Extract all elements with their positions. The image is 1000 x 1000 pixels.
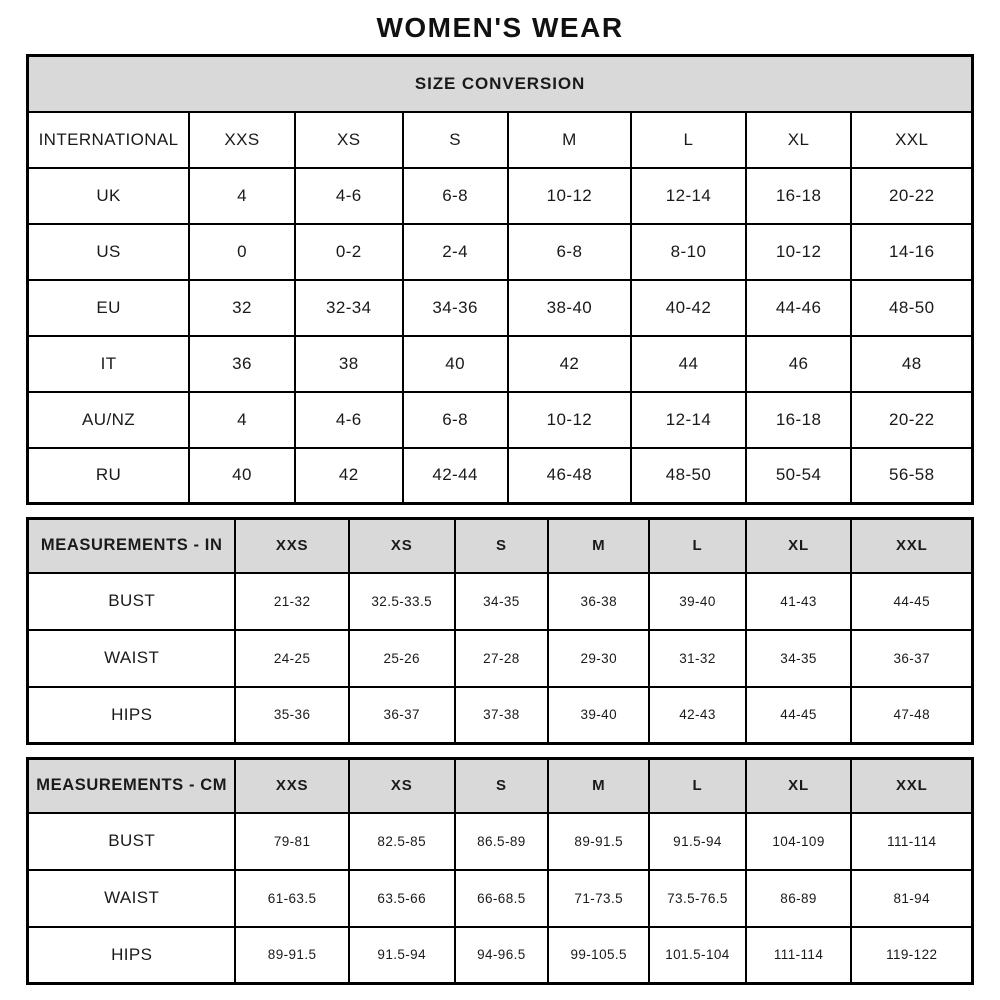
column-header: M <box>508 112 632 168</box>
column-header: S <box>455 759 549 813</box>
row-label: HIPS <box>28 687 236 744</box>
column-header: L <box>649 759 745 813</box>
measurement-value: 119-122 <box>851 927 972 984</box>
row-label: AU/NZ <box>28 392 190 448</box>
column-header: XXS <box>235 759 348 813</box>
table-row <box>28 392 973 448</box>
measurement-value: 101.5-104 <box>649 927 745 984</box>
measurement-value: 82.5-85 <box>349 813 455 870</box>
size-value: 32-34 <box>295 280 403 336</box>
measurement-value: 79-81 <box>235 813 348 870</box>
size-conversion-title: SIZE CONVERSION <box>28 56 973 112</box>
measurement-value: 111-114 <box>851 813 972 870</box>
size-value: 10-12 <box>746 224 852 280</box>
row-label: RU <box>28 448 190 504</box>
measurement-value: 32.5-33.5 <box>349 573 455 630</box>
measurement-value: 66-68.5 <box>455 870 549 927</box>
measurement-value: 39-40 <box>548 687 649 744</box>
size-value: 48-50 <box>631 448 745 504</box>
row-label: BUST <box>28 813 236 870</box>
measurement-value: 24-25 <box>235 630 348 687</box>
size-value: 50-54 <box>746 448 852 504</box>
measurement-value: 73.5-76.5 <box>649 870 745 927</box>
column-header: S <box>403 112 508 168</box>
measurement-value: 36-37 <box>851 630 972 687</box>
measurement-value: 111-114 <box>746 927 852 984</box>
size-value: 46 <box>746 336 852 392</box>
size-value: 12-14 <box>631 168 745 224</box>
size-value: 48-50 <box>851 280 972 336</box>
measurement-value: 99-105.5 <box>548 927 649 984</box>
size-value: 8-10 <box>631 224 745 280</box>
measurement-value: 39-40 <box>649 573 745 630</box>
table-row <box>28 813 973 870</box>
table-row <box>28 927 973 984</box>
column-header: XXL <box>851 112 972 168</box>
row-label: HIPS <box>28 927 236 984</box>
row-label: UK <box>28 168 190 224</box>
measurement-value: 35-36 <box>235 687 348 744</box>
table-row <box>28 759 973 813</box>
row-label: WAIST <box>28 630 236 687</box>
table-row <box>28 280 973 336</box>
measurement-value: 44-45 <box>746 687 852 744</box>
column-header: L <box>631 112 745 168</box>
measurement-value: 41-43 <box>746 573 852 630</box>
column-header: XXL <box>851 759 972 813</box>
size-value: 4 <box>189 168 295 224</box>
measurement-value: 89-91.5 <box>235 927 348 984</box>
size-value: 56-58 <box>851 448 972 504</box>
size-value: 0 <box>189 224 295 280</box>
row-label: EU <box>28 280 190 336</box>
size-value: 42-44 <box>403 448 508 504</box>
size-value: 42 <box>295 448 403 504</box>
measurement-value: 25-26 <box>349 630 455 687</box>
size-value: 4-6 <box>295 392 403 448</box>
measurement-value: 86-89 <box>746 870 852 927</box>
size-value: 2-4 <box>403 224 508 280</box>
size-value: 40 <box>403 336 508 392</box>
table-row <box>28 336 973 392</box>
table-row <box>28 687 973 744</box>
size-value: 44-46 <box>746 280 852 336</box>
size-value: 12-14 <box>631 392 745 448</box>
size-value: 6-8 <box>403 168 508 224</box>
measurement-value: 29-30 <box>548 630 649 687</box>
measurement-value: 61-63.5 <box>235 870 348 927</box>
measurement-value: 89-91.5 <box>548 813 649 870</box>
size-value: 14-16 <box>851 224 972 280</box>
page-title: WOMEN'S WEAR <box>376 12 624 43</box>
size-value: 34-36 <box>403 280 508 336</box>
column-header: XXL <box>851 519 972 573</box>
row-label: IT <box>28 336 190 392</box>
column-header: XL <box>746 759 852 813</box>
measurement-value: 91.5-94 <box>349 927 455 984</box>
size-value: 32 <box>189 280 295 336</box>
size-conversion-table <box>26 54 974 505</box>
table-row <box>28 56 973 112</box>
measurements-in-title: MEASUREMENTS - IN <box>28 519 236 573</box>
size-value: 40 <box>189 448 295 504</box>
row-label: WAIST <box>28 870 236 927</box>
measurement-value: 86.5-89 <box>455 813 549 870</box>
column-header: XS <box>349 759 455 813</box>
measurement-value: 36-37 <box>349 687 455 744</box>
measurement-value: 44-45 <box>851 573 972 630</box>
table-row <box>28 448 973 504</box>
measurement-value: 63.5-66 <box>349 870 455 927</box>
column-header: XL <box>746 519 852 573</box>
size-value: 42 <box>508 336 632 392</box>
size-value: 6-8 <box>403 392 508 448</box>
measurement-value: 71-73.5 <box>548 870 649 927</box>
measurements-in-table <box>26 517 974 745</box>
measurement-value: 31-32 <box>649 630 745 687</box>
row-label: BUST <box>28 573 236 630</box>
measurement-value: 91.5-94 <box>649 813 745 870</box>
measurement-value: 42-43 <box>649 687 745 744</box>
table-row <box>28 870 973 927</box>
column-header: XS <box>295 112 403 168</box>
measurement-value: 21-32 <box>235 573 348 630</box>
column-header: M <box>548 759 649 813</box>
column-header: XL <box>746 112 852 168</box>
size-value: 6-8 <box>508 224 632 280</box>
row-label: US <box>28 224 190 280</box>
measurement-value: 81-94 <box>851 870 972 927</box>
column-header: S <box>455 519 549 573</box>
table-row <box>28 630 973 687</box>
size-value: 10-12 <box>508 392 632 448</box>
table-row <box>28 168 973 224</box>
table-row <box>28 519 973 573</box>
measurement-value: 37-38 <box>455 687 549 744</box>
size-value: 46-48 <box>508 448 632 504</box>
size-value: 0-2 <box>295 224 403 280</box>
column-header: XS <box>349 519 455 573</box>
size-value: 48 <box>851 336 972 392</box>
size-value: 4-6 <box>295 168 403 224</box>
measurement-value: 27-28 <box>455 630 549 687</box>
size-value: 38 <box>295 336 403 392</box>
measurement-value: 47-48 <box>851 687 972 744</box>
size-value: 38-40 <box>508 280 632 336</box>
size-value: 16-18 <box>746 392 852 448</box>
size-value: 4 <box>189 392 295 448</box>
column-header: XXS <box>235 519 348 573</box>
table-row <box>28 224 973 280</box>
measurement-value: 94-96.5 <box>455 927 549 984</box>
column-header: M <box>548 519 649 573</box>
measurement-value: 36-38 <box>548 573 649 630</box>
size-value: 36 <box>189 336 295 392</box>
size-value: 44 <box>631 336 745 392</box>
size-value: 16-18 <box>746 168 852 224</box>
measurements-cm-title: MEASUREMENTS - CM <box>28 759 236 813</box>
measurement-value: 34-35 <box>746 630 852 687</box>
table-row <box>28 112 973 168</box>
size-value: 20-22 <box>851 168 972 224</box>
measurements-cm-table <box>26 757 974 985</box>
size-value: 20-22 <box>851 392 972 448</box>
measurement-value: 104-109 <box>746 813 852 870</box>
size-value: 40-42 <box>631 280 745 336</box>
column-header: INTERNATIONAL <box>28 112 190 168</box>
size-value: 10-12 <box>508 168 632 224</box>
table-row <box>28 573 973 630</box>
column-header: XXS <box>189 112 295 168</box>
measurement-value: 34-35 <box>455 573 549 630</box>
column-header: L <box>649 519 745 573</box>
